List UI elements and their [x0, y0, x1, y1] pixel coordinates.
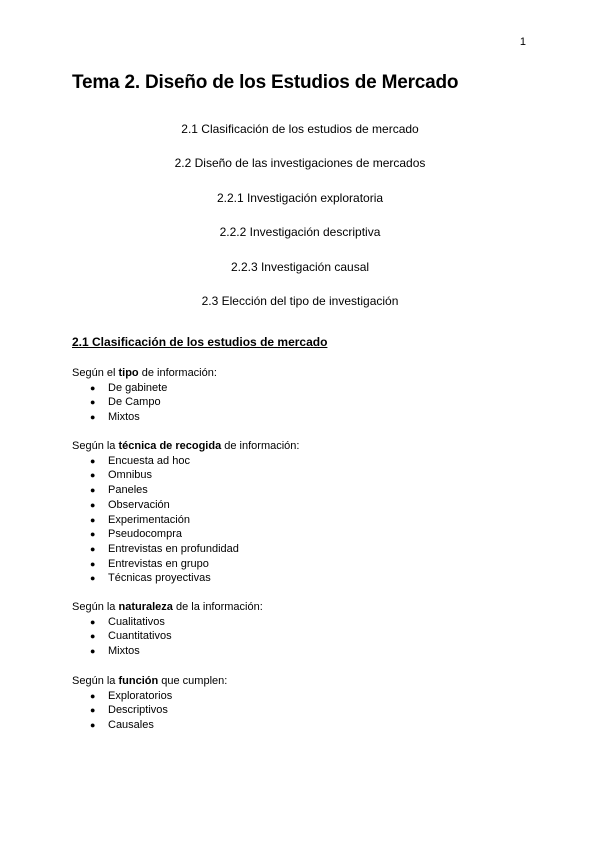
bullet-icon: ● [90, 705, 96, 716]
list-item: ● Encuesta ad hoc [90, 454, 190, 467]
bullet-icon: ● [90, 397, 96, 408]
bullet-icon: ● [90, 455, 96, 466]
group-intro: Según la naturaleza de la información: [72, 601, 263, 613]
group-list [72, 689, 227, 733]
toc-entry-2-2-2: 2.2.2 Investigación descriptiva [219, 225, 381, 239]
bullet-icon: ● [90, 543, 96, 554]
list-item: ● Mixtos [90, 411, 140, 424]
bullet-icon: ● [90, 514, 96, 525]
list-item: ● Técnicas proyectivas [90, 572, 211, 585]
classification-group-tecnica [72, 439, 299, 586]
list-item: ● Exploratorios [90, 689, 173, 702]
group-intro: Según el tipo de información: [72, 367, 217, 379]
group-list [72, 454, 299, 586]
bullet-icon: ● [90, 616, 96, 627]
list-item: ● Cuantitativos [90, 630, 172, 643]
toc-entry-2-2-1: 2.2.1 Investigación exploratoria [216, 191, 384, 205]
list-item: ● Paneles [90, 484, 148, 497]
page-number: 1 [519, 36, 526, 48]
list-item: ● Descriptivos [90, 704, 168, 717]
classification-group-tipo [72, 366, 217, 425]
list-item: ● Mixtos [90, 645, 140, 658]
bullet-icon: ● [90, 412, 96, 423]
classification-group-naturaleza [72, 600, 263, 659]
list-item: ● Cualitativos [90, 615, 165, 628]
toc-entry-2-2: 2.2 Diseño de las investigaciones de mercados [174, 156, 426, 170]
list-item: ● Entrevistas en profundidad [90, 542, 239, 555]
list-item: ● Pseudocompra [90, 528, 182, 541]
bullet-icon: ● [90, 529, 96, 540]
bullet-icon: ● [90, 485, 96, 496]
list-item: ● Observación [90, 498, 170, 511]
list-item: ● Entrevistas en grupo [90, 557, 209, 570]
bullet-icon: ● [90, 499, 96, 510]
bullet-icon: ● [90, 646, 96, 657]
toc-entry-2-3: 2.3 Elección del tipo de investigación [201, 294, 399, 308]
classification-group-funcion [72, 674, 227, 733]
list-item: ● De Campo [90, 396, 161, 409]
group-intro: Según la función que cumplen: [72, 675, 228, 687]
group-list [72, 381, 217, 425]
list-item: ● Omnibus [90, 469, 153, 482]
bullet-icon: ● [90, 470, 96, 481]
group-list [72, 615, 263, 659]
bullet-icon: ● [90, 382, 96, 393]
bullet-icon: ● [90, 690, 96, 701]
toc-entry-2-1: 2.1 Clasificación de los estudios de mercado [181, 122, 419, 136]
section-heading: 2.1 Clasificación de los estudios de mercado [72, 335, 328, 349]
group-intro: Según la técnica de recogida de información: [72, 440, 300, 452]
bullet-icon: ● [90, 631, 96, 642]
list-item: ● Causales [90, 719, 154, 732]
list-item: ● De gabinete [90, 381, 168, 394]
list-item: ● Experimentación [90, 513, 190, 526]
bullet-icon: ● [90, 558, 96, 569]
document-title: Tema 2. Diseño de los Estudios de Mercado [72, 72, 459, 93]
toc-entry-2-2-3: 2.2.3 Investigación causal [230, 260, 370, 274]
bullet-icon: ● [90, 720, 96, 731]
bullet-icon: ● [90, 573, 96, 584]
